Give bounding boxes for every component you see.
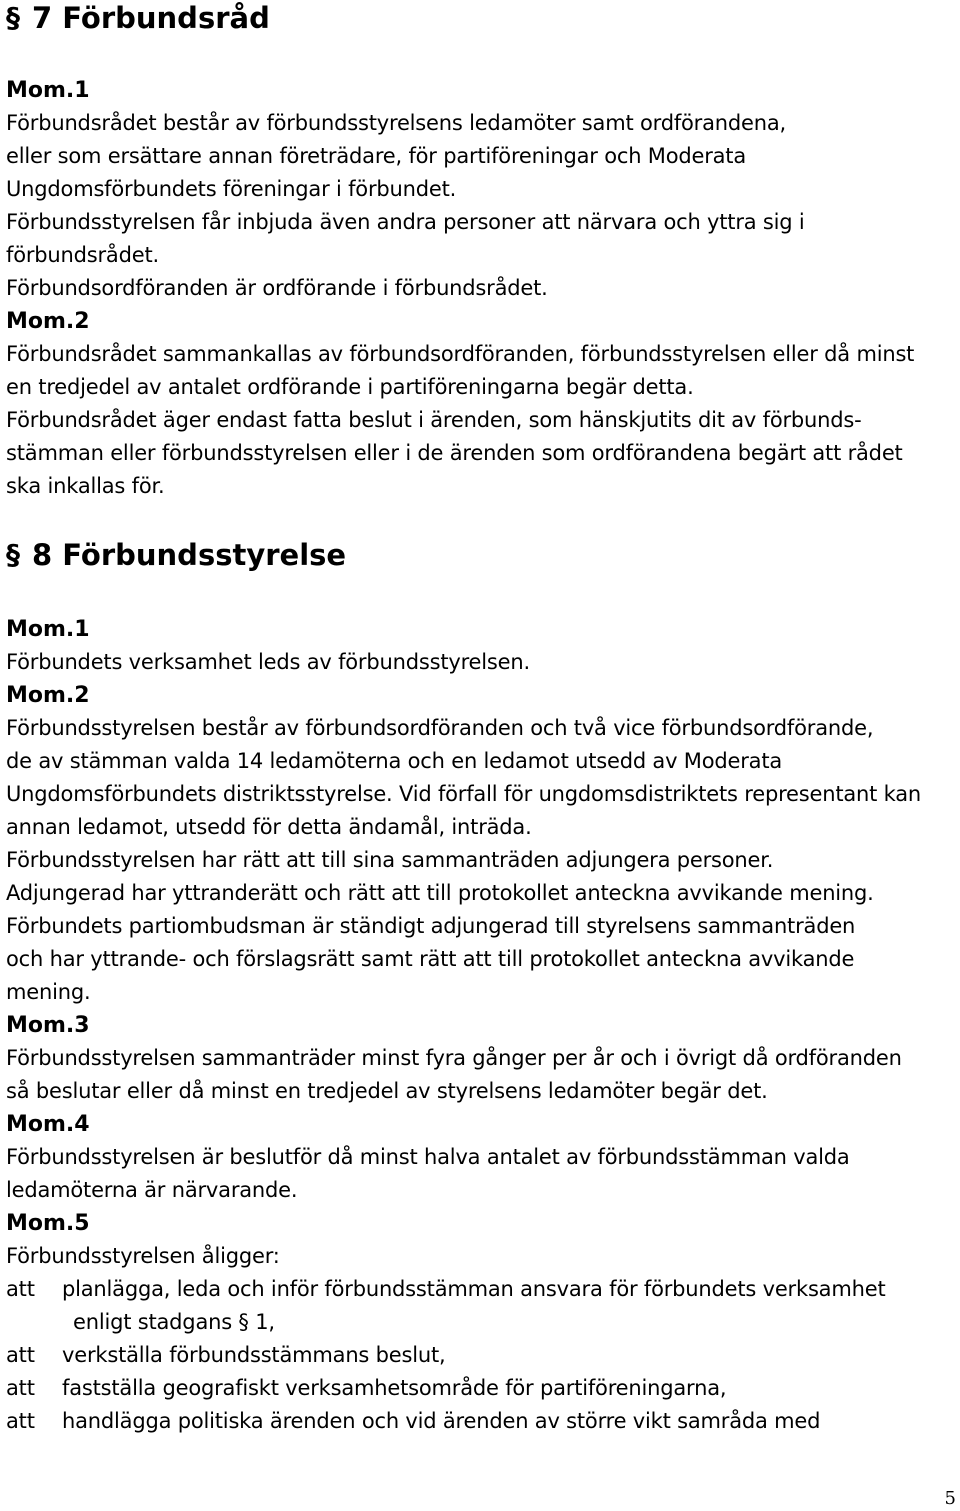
mom-label: Mom.3 bbox=[6, 1013, 90, 1038]
paragraph-line: Förbundsstyrelsen har rätt att till sina sammanträden adjungera personer. bbox=[6, 848, 774, 872]
mom-label: Mom.1 bbox=[6, 617, 90, 642]
att-text: planlägga, leda och inför förbundsstämman ansvara för förbundets verksamhet bbox=[62, 1277, 886, 1301]
mom-label: Mom.4 bbox=[6, 1112, 90, 1137]
paragraph-line: de av stämman valda 14 ledamöterna och en ledamot utsedd av Moderata bbox=[6, 749, 783, 773]
section-7-title: 7 Förbundsråd bbox=[32, 1, 270, 35]
paragraph-line: Förbundsstyrelsen får inbjuda även andra personer att närvara och yttra sig i bbox=[6, 210, 805, 234]
paragraph-line: ledamöterna är närvarande. bbox=[6, 1178, 298, 1202]
paragraph-line: Ungdomsförbundets föreningar i förbundet. bbox=[6, 177, 457, 201]
att-list-item bbox=[6, 1339, 958, 1372]
section-8-heading bbox=[6, 537, 346, 573]
att-keyword: att bbox=[6, 1343, 35, 1367]
att-list-item bbox=[6, 1405, 958, 1438]
paragraph-line: Förbundets partiombudsman är ständigt adjungerad till styrelsens sammanträden bbox=[6, 914, 856, 938]
paragraph-line: så beslutar eller då minst en tredjedel av styrelsens ledamöter begär det. bbox=[6, 1079, 768, 1103]
mom-label: Mom.2 bbox=[6, 309, 90, 334]
section-8-title: 8 Förbundsstyrelse bbox=[32, 538, 347, 572]
att-text: fastställa geografiskt verksamhetsområde för partiföreningarna, bbox=[62, 1376, 727, 1400]
paragraph-line: Förbundsstyrelsen består av förbundsordföranden och två vice förbundsordförande, bbox=[6, 716, 874, 740]
att-keyword: att bbox=[6, 1409, 35, 1433]
section-7-heading bbox=[6, 0, 270, 36]
paragraph-line: Förbundets verksamhet leds av förbundsstyrelsen. bbox=[6, 650, 530, 674]
paragraph-line: Förbundsstyrelsen åligger: bbox=[6, 1244, 280, 1268]
paragraph-line: mening. bbox=[6, 980, 91, 1004]
paragraph-line: och har yttrande- och förslagsrätt samt rätt att till protokollet anteckna avvikande bbox=[6, 947, 855, 971]
paragraph-line: Förbundsrådet består av förbundsstyrelsens ledamöter samt ordförandena, bbox=[6, 111, 786, 135]
section-7-mom-1 bbox=[6, 74, 958, 503]
page-number: 5 bbox=[944, 1488, 956, 1509]
att-keyword: att bbox=[6, 1277, 35, 1301]
paragraph-line: ska inkallas för. bbox=[6, 474, 165, 498]
mom-label: Mom.2 bbox=[6, 683, 90, 708]
paragraph-line: stämman eller förbundsstyrelsen eller i de ärenden som ordförandena begärt att rådet bbox=[6, 441, 903, 465]
paragraph-line: Förbundsrådet äger endast fatta beslut i ärenden, som hänskjutits dit av förbunds- bbox=[6, 408, 862, 432]
att-list-item bbox=[6, 1372, 958, 1405]
paragraph-line: Adjungerad har yttranderätt och rätt att till protokollet anteckna avvikande mening. bbox=[6, 881, 874, 905]
paragraph-line: Förbundsstyrelsen är beslutför då minst halva antalet av förbundsstämman valda bbox=[6, 1145, 850, 1169]
att-text: handlägga politiska ärenden och vid ärenden av större vikt samråda med bbox=[62, 1409, 821, 1433]
paragraph-line: Ungdomsförbundets distriktsstyrelse. Vid förfall för ungdomsdistriktets representant kan bbox=[6, 782, 922, 806]
paragraph-line: Förbundsstyrelsen sammanträder minst fyra gånger per år och i övrigt då ordföranden bbox=[6, 1046, 902, 1070]
paragraph-line: annan ledamot, utsedd för detta ändamål, inträda. bbox=[6, 815, 532, 839]
att-list-item bbox=[6, 1273, 958, 1306]
paragraph-line: Förbundsrådet sammankallas av förbundsordföranden, förbundsstyrelsen eller då minst bbox=[6, 342, 915, 366]
att-text: verkställa förbundsstämmans beslut, bbox=[62, 1343, 446, 1367]
section-symbol: § bbox=[6, 538, 20, 571]
att-continuation: enligt stadgans § 1, bbox=[73, 1310, 275, 1334]
section-symbol: § bbox=[6, 1, 20, 34]
paragraph-line: en tredjedel av antalet ordförande i partiföreningarna begär detta. bbox=[6, 375, 694, 399]
section-8-body bbox=[6, 613, 958, 1438]
mom-label: Mom.1 bbox=[6, 78, 90, 103]
paragraph-line: Förbundsordföranden är ordförande i förbundsrådet. bbox=[6, 276, 548, 300]
att-keyword: att bbox=[6, 1376, 35, 1400]
mom-label: Mom.5 bbox=[6, 1211, 90, 1236]
paragraph-line: eller som ersättare annan företrädare, för partiföreningar och Moderata bbox=[6, 144, 747, 168]
paragraph-line: förbundsrådet. bbox=[6, 243, 159, 267]
